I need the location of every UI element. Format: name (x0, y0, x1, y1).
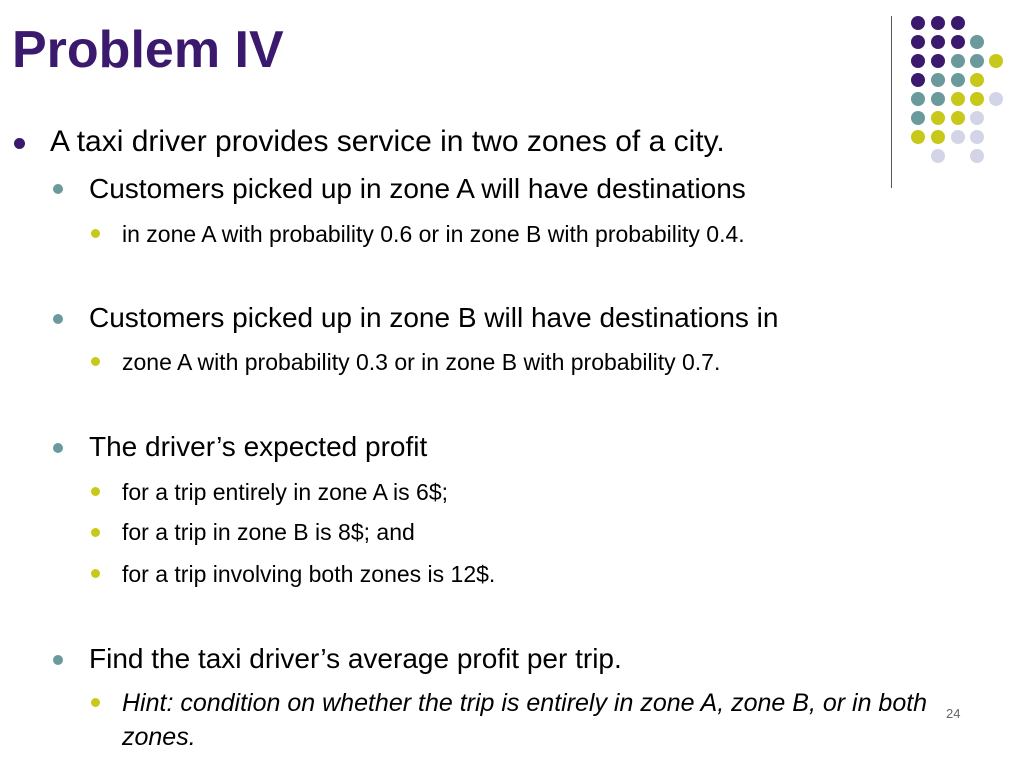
bullet-dot-level2 (53, 655, 63, 665)
bullet-dot-level1 (14, 138, 25, 149)
bullet-text-level1: A taxi driver provides service in two zones of a city. (50, 125, 725, 158)
bullet-text-level3: for a trip in zone B is 8$; and (122, 519, 415, 545)
decor-dot (931, 16, 945, 30)
bullet-text-level3: for a trip entirely in zone A is 6$; (122, 479, 449, 505)
decor-dot (970, 111, 984, 125)
decor-dot (970, 54, 984, 68)
bullet-text-level2: The driver’s expected profit (89, 431, 428, 462)
bullet-dot-level3 (91, 229, 100, 238)
decor-dot (989, 92, 1003, 106)
bullet-dot-level3 (91, 357, 100, 366)
bullet-dot-level2 (53, 184, 63, 194)
decor-dot (989, 54, 1003, 68)
decor-dot (951, 35, 965, 49)
decor-dot (970, 92, 984, 106)
bullet-text-level3: for a trip involving both zones is 12$. (122, 561, 496, 587)
decor-dot (951, 73, 965, 87)
decor-dot (951, 111, 965, 125)
decor-dot (931, 92, 945, 106)
decor-dot (911, 16, 925, 30)
decor-dot (931, 130, 945, 144)
decor-dot (970, 149, 984, 163)
decor-dot (970, 130, 984, 144)
page-number: 24 (946, 706, 961, 721)
decor-dot (911, 111, 925, 125)
bullet-text-level3: in zone A with probability 0.6 or in zone B with probability 0.4. (122, 221, 745, 247)
bullet-dot-level3 (91, 528, 100, 537)
hint-text: Hint: condition on whether the trip is entirely in zone A, zone B, or in both zones. (122, 689, 928, 751)
decor-dot (931, 73, 945, 87)
decor-dot (951, 92, 965, 106)
decor-dot (911, 92, 925, 106)
decor-dot (970, 35, 984, 49)
bullet-text-level2: Customers picked up in zone B will have destinations in (89, 302, 779, 333)
decor-dot (931, 111, 945, 125)
bullet-text-level3: zone A with probability 0.3 or in zone B with probability 0.7. (122, 349, 721, 375)
decor-dot (911, 54, 925, 68)
slide-title: Problem IV (12, 21, 284, 79)
decor-dot (951, 16, 965, 30)
bullet-dot-level3 (91, 698, 100, 707)
decor-dot (931, 35, 945, 49)
decor-dot (911, 130, 925, 144)
bullet-text-level2: Customers picked up in zone A will have destinations (89, 173, 746, 204)
decor-dot (931, 54, 945, 68)
bullet-dot-level3 (91, 487, 100, 496)
divider-line (891, 16, 892, 188)
decor-dot (931, 149, 945, 163)
decor-dot (951, 54, 965, 68)
decor-dot (911, 73, 925, 87)
bullet-dot-level2 (53, 443, 63, 453)
decor-dot (970, 73, 984, 87)
decor-dot (911, 35, 925, 49)
decor-dot (951, 130, 965, 144)
bullet-text-level2: Find the taxi driver’s average profit per trip. (89, 643, 622, 674)
bullet-dot-level2 (53, 314, 63, 324)
bullet-dot-level3 (91, 569, 100, 578)
